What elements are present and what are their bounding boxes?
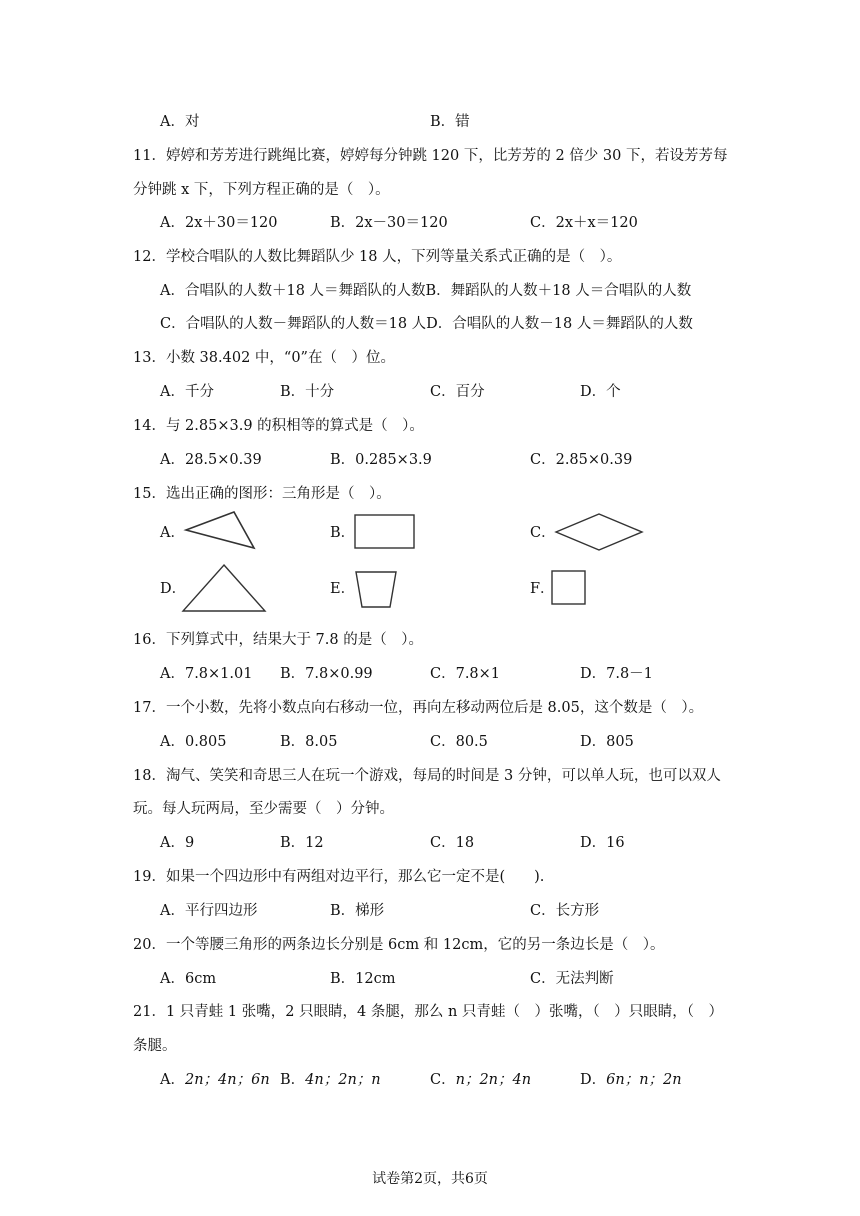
trapezoid-shape: [354, 570, 398, 610]
q21-option-d: [580, 1071, 682, 1089]
q19-option-b: B．梯形: [330, 903, 385, 919]
q17-option-a: A．0.805: [160, 734, 227, 750]
q21-option-c-math: n；2n；4n: [455, 1072, 532, 1088]
q11-option-b: B．2x－30＝120: [330, 215, 448, 231]
q16-option-c: C．7.8×1: [430, 666, 501, 682]
q13-option-d: D．个: [580, 384, 621, 400]
q15-label-c: C．: [530, 525, 556, 541]
q15-label-e: E．: [330, 581, 356, 597]
q15-text: 15．选出正确的图形：三角形是（ ）。: [133, 486, 391, 502]
q15-label-f: F．: [530, 581, 555, 597]
q15-label-d: D．: [160, 581, 187, 597]
q14-option-c: C．2.85×0.39: [530, 452, 633, 468]
q21-option-a: [160, 1071, 270, 1089]
q11-text-line2: 分钟跳 x 下，下列方程正确的是（ ）。: [133, 182, 390, 198]
q20-text: 20．一个等腰三角形的两条边长分别是 6cm 和 12cm，它的另一条边长是（ ）。: [133, 937, 665, 953]
q21-option-a-math: 2n；4n；6n: [184, 1072, 270, 1088]
q18-option-d: D．16: [580, 835, 625, 851]
q11-option-c: C．2x＋x＝120: [530, 215, 638, 231]
q10-option-a: A．对: [160, 114, 200, 130]
q14-option-a: A．28.5×0.39: [160, 452, 262, 468]
q21-option-b: [280, 1071, 381, 1089]
q16-text: 16．下列算式中，结果大于 7.8 的是（ ）。: [133, 632, 423, 648]
q21-text-line2: 条腿。: [133, 1038, 177, 1054]
q17-option-d: D．805: [580, 734, 634, 750]
q20-option-a: A．6cm: [160, 971, 217, 987]
q18-option-a: A．9: [160, 835, 195, 851]
q17-text: 17．一个小数，先将小数点向右移动一位，再向左移动两位后是 8.05，这个数是（ ）。: [133, 700, 704, 716]
q12-options-cd: C．合唱队的人数－舞蹈队的人数＝18 人D．合唱队的人数－18 人＝舞蹈队的人数: [160, 316, 693, 332]
square-shape: [551, 570, 587, 606]
q15-label-b: B．: [330, 525, 356, 541]
q13-option-b: B．十分: [280, 384, 335, 400]
rectangle-shape: [354, 514, 416, 550]
q18-option-c: C．18: [430, 835, 475, 851]
q14-text: 14．与 2.85×3.9 的积相等的算式是（ ）。: [133, 418, 424, 434]
q17-option-b: B．8.05: [280, 734, 338, 750]
q13-text: 13．小数 38.402 中，“0”在（ ）位。: [133, 350, 395, 366]
q16-option-b: B．7.8×0.99: [280, 666, 373, 682]
q21-option-b-math: 4n；2n；n: [305, 1072, 381, 1088]
q19-option-a: A．平行四边形: [160, 903, 258, 919]
isosceles-triangle-shape: [180, 562, 268, 614]
q17-option-c: C．80.5: [430, 734, 488, 750]
q19-text: 19．如果一个四边形中有两组对边平行，那么它一定不是( ).: [133, 869, 545, 885]
q12-options-ab: A．合唱队的人数＋18 人＝舞蹈队的人数B．舞蹈队的人数＋18 人＝合唱队的人数: [160, 283, 692, 299]
q11-text-line1: 11．婷婷和芳芳进行跳绳比赛，婷婷每分钟跳 120 下，比芳芳的 2 倍少 30 下，若设芳芳每: [133, 148, 728, 164]
q21-option-d-label: D．: [580, 1072, 607, 1088]
q21-option-c-label: C．: [430, 1072, 456, 1088]
q15-label-a: A．: [160, 525, 185, 541]
q18-text-line2: 玩。每人玩两局，至少需要（ ）分钟。: [133, 801, 394, 817]
q18-text-line1: 18．淘气、笑笑和奇思三人在玩一个游戏，每局的时间是 3 分钟，可以单人玩，也可以双人: [133, 768, 721, 784]
q16-option-a: A．7.8×1.01: [160, 666, 253, 682]
q13-option-c: C．百分: [430, 384, 485, 400]
obtuse-triangle-shape: [180, 510, 260, 552]
q21-option-d-math: 6n；n；2n: [606, 1072, 682, 1088]
q21-option-c: [430, 1071, 531, 1089]
q21-text-line1: 21．1 只青蛙 1 张嘴，2 只眼睛，4 条腿，那么 n 只青蛙（ ）张嘴，（ ）只眼睛，（ ）: [133, 1004, 723, 1020]
q16-option-d: D．7.8－1: [580, 666, 653, 682]
q11-option-a: A．2x＋30＝120: [160, 215, 278, 231]
q18-option-b: B．12: [280, 835, 324, 851]
q20-option-b: B．12cm: [330, 971, 396, 987]
q19-option-c: C．长方形: [530, 903, 600, 919]
q21-option-b-label: B．: [280, 1072, 306, 1088]
q20-option-c: C．无法判断: [530, 971, 614, 987]
q21-option-a-label: A．: [160, 1072, 185, 1088]
q14-option-b: B．0.285×3.9: [330, 452, 432, 468]
q13-option-a: A．千分: [160, 384, 214, 400]
rhombus-shape: [554, 512, 644, 552]
q10-option-b: B．错: [430, 114, 470, 130]
q12-text: 12．学校合唱队的人数比舞蹈队少 18 人，下列等量关系式正确的是（ ）。: [133, 249, 622, 265]
page-footer: 试卷第2页，共6页: [372, 1171, 488, 1187]
